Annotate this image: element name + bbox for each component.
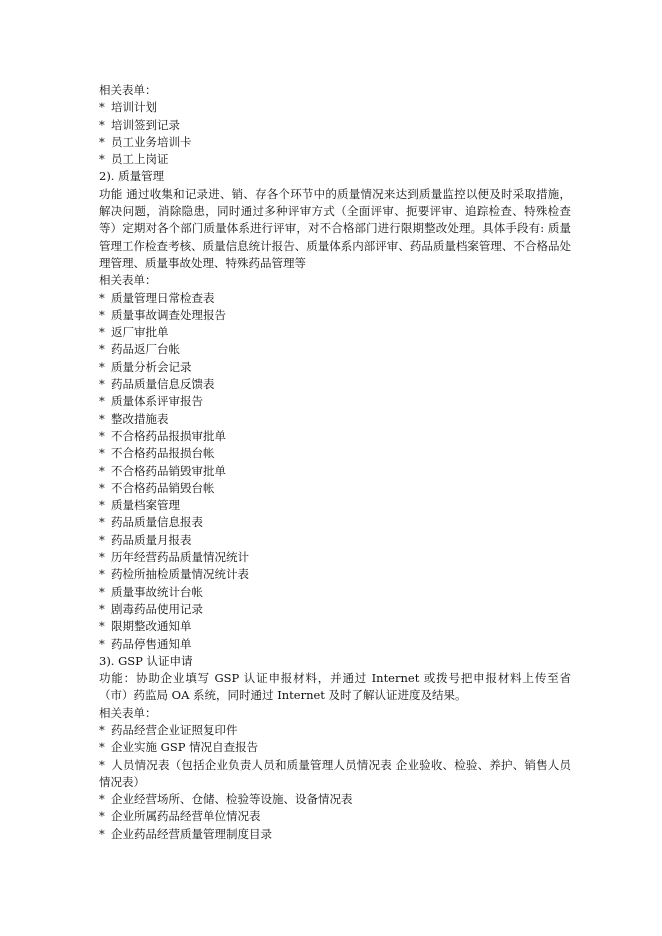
bullet-marker: *: [99, 757, 105, 772]
bullet-marker: *: [99, 463, 105, 478]
function-paragraph-quality: 功能 通过收集和记录进、销、存各个环节中的质量情况来达到质量监控以便及时采取措施，解决问题，消除隐患，同时通过多种评审方式（全面评审、扼要评审、追踪检查、特殊检查等）定期对各个部门质量体系进行评审，对不合格部门进行限期整改处理。具体手段有: 质量管理工作检查考核、质量信息统计报告、质量体系内部评审、药品质量档案管理、不合格品处理管理、质量事故处理、特殊药品管理等: [99, 186, 571, 270]
list-item: * 员工上岗证: [99, 151, 571, 168]
bullet-marker: *: [99, 377, 105, 392]
list-item: * 药品停售通知单: [99, 636, 571, 653]
training-forms-list: [99, 99, 571, 168]
list-item: * 质量分析会记录: [99, 359, 571, 376]
bullet-marker: *: [99, 446, 105, 461]
list-item: * 历年经营药品质量情况统计: [99, 549, 571, 566]
list-item: * 药检所抽检质量情况统计表: [99, 566, 571, 583]
bullet-marker: *: [99, 515, 105, 530]
related-forms-label: 相关表单：: [99, 705, 157, 720]
bullet-marker: *: [99, 325, 105, 340]
bullet-marker: *: [99, 826, 105, 841]
related-forms-label: 相关表单：: [99, 273, 157, 288]
section-heading-gsp: 3). GSP 认证申请: [99, 653, 193, 668]
section-heading-quality: 2). 质量管理: [99, 169, 165, 184]
list-item: * 药品质量月报表: [99, 532, 571, 549]
bullet-marker: *: [99, 428, 105, 443]
document-page: [99, 82, 571, 843]
bullet-marker: *: [99, 792, 105, 807]
gsp-forms-list: [99, 722, 571, 843]
quality-forms-list: [99, 290, 571, 653]
bullet-marker: *: [99, 307, 105, 322]
list-item: * 企业经营场所、仓储、检验等设施、设备情况表: [99, 791, 571, 808]
bullet-marker: *: [99, 636, 105, 651]
list-item: * 培训计划: [99, 99, 571, 116]
bullet-marker: *: [99, 342, 105, 357]
bullet-marker: *: [99, 498, 105, 513]
list-item: * 不合格药品销毁审批单: [99, 463, 571, 480]
list-item: * 企业药品经营质量管理制度目录: [99, 826, 571, 843]
bullet-marker: *: [99, 567, 105, 582]
list-item: * 质量体系评审报告: [99, 393, 571, 410]
bullet-marker: *: [99, 290, 105, 305]
bullet-marker: *: [99, 100, 105, 115]
list-item: * 培训签到记录: [99, 117, 571, 134]
bullet-marker: *: [99, 394, 105, 409]
list-item: * 药品返厂台帐: [99, 341, 571, 358]
bullet-marker: *: [99, 359, 105, 374]
list-item: * 质量事故统计台帐: [99, 584, 571, 601]
related-forms-label: 相关表单：: [99, 83, 157, 97]
list-item: * 质量档案管理: [99, 497, 571, 514]
bullet-marker: *: [99, 411, 105, 426]
list-item: * 药品质量信息报表: [99, 514, 571, 531]
list-item: * 质量管理日常检查表: [99, 290, 571, 307]
bullet-marker: *: [99, 619, 105, 634]
bullet-marker: *: [99, 601, 105, 616]
list-item: * 不合格药品销毁台帐: [99, 480, 571, 497]
bullet-marker: *: [99, 134, 105, 149]
list-item: * 人员情况表（包括企业负责人员和质量管理人员情况表 企业验收、检验、养护、销售人员情况表）: [99, 757, 571, 789]
list-item: * 员工业务培训卡: [99, 134, 571, 151]
list-item: * 限期整改通知单: [99, 618, 571, 635]
bullet-marker: *: [99, 117, 105, 132]
bullet-marker: *: [99, 740, 105, 755]
bullet-marker: *: [99, 809, 105, 824]
list-item: * 药品经营企业证照复印件: [99, 722, 571, 739]
bullet-marker: *: [99, 584, 105, 599]
list-item: * 不合格药品报损台帐: [99, 445, 571, 462]
list-item: * 返厂审批单: [99, 324, 571, 341]
list-item: * 企业所属药品经营单位情况表: [99, 808, 571, 825]
bullet-marker: *: [99, 480, 105, 495]
bullet-marker: *: [99, 532, 105, 547]
bullet-marker: *: [99, 550, 105, 565]
list-item: * 药品质量信息反馈表: [99, 376, 571, 393]
bullet-marker: *: [99, 722, 105, 737]
list-item: * 整改措施表: [99, 411, 571, 428]
function-paragraph-gsp: 功能：协助企业填写 GSP 认证申报材料，并通过 Internet 或拨号把申报材料上传至省（市）药监局 OA 系统，同时通过 Internet 及时了解认证进度及结果。: [99, 671, 571, 703]
list-item: * 质量事故调查处理报告: [99, 307, 571, 324]
bullet-marker: *: [99, 152, 105, 167]
list-item: * 企业实施 GSP 情况自查报告: [99, 739, 571, 756]
list-item: * 不合格药品报损审批单: [99, 428, 571, 445]
list-item: * 剧毒药品使用记录: [99, 601, 571, 618]
